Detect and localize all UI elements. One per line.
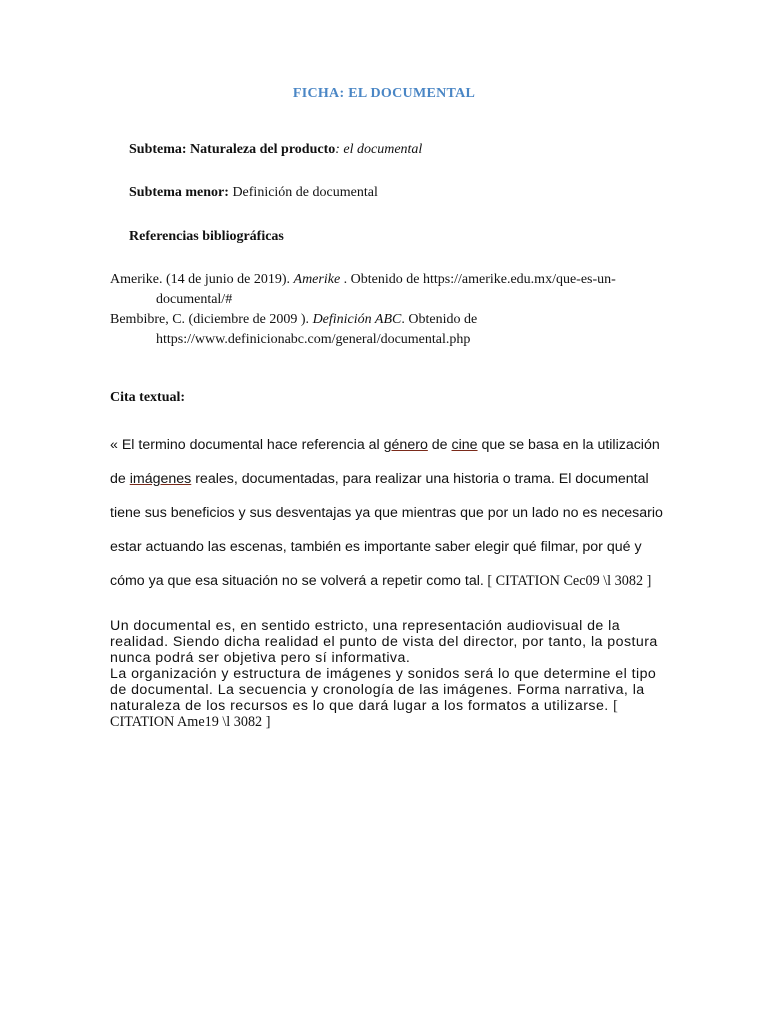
paragraph-line: Un documental es, en sentido estricto, una representación audiovisual de la realidad. Siendo dicha realidad el punto de vista del director, por tanto, la postura nunca podrá ser objetiva pero sí informativa. (110, 618, 658, 666)
reference-item: Bembibre, C. (diciembre de 2009 ). Definición ABC. Obtenido de https://www.definicionabc.com/general/documental.php (110, 312, 478, 347)
citation-cec09: [ CITATION Cec09 \l 3082 ] (483, 573, 652, 589)
subtema-menor-value: Definición de documental (228, 185, 378, 200)
subtema-label: Subtema: Naturaleza del producto (129, 142, 336, 157)
paragraph-line: La organización y estructura de imágenes y sonidos será lo que determine el tipo de documental. La secuencia y cronología de las imágenes. Forma narrativa, la naturaleza de los recursos es lo que dará lugar a los formatos a utilizarse. [ CITATION Ame19 \l 3082 ] (110, 666, 657, 730)
subtema-menor-line (129, 185, 378, 201)
referencias-heading: Referencias bibliográficas (129, 229, 284, 244)
subtema-menor-label: Subtema menor: (129, 185, 229, 200)
link-genero[interactable]: género (383, 437, 428, 453)
citation-ame19: [ CITATION Ame19 \l 3082 ] (110, 698, 618, 730)
cita-textual-label: Cita textual: (110, 390, 186, 405)
subtema-line (129, 142, 422, 158)
definition-paragraph (110, 618, 670, 730)
reference-item: Amerike. (14 de junio de 2019). Amerike . Obtenido de https://amerike.edu.mx/que-es-un-documental/# (110, 272, 616, 307)
subtema-value: : el documental (335, 142, 423, 157)
references-list (110, 270, 670, 350)
document-title: FICHA: EL DOCUMENTAL (292, 86, 476, 101)
link-imagenes[interactable]: imágenes (129, 471, 192, 487)
quote-block: « El termino documental hace referencia al género de cine que se basa en la utilización de imágenes reales, documentadas, para realizar una historia o trama. El documental tiene sus beneficios y sus desventajas ya que mientras que por un lado no es necesario estar actuando las escenas, también es importante saber elegir qué filmar, por qué y cómo ya que esa situación no se volverá a repetir como tal. [ CITATION Cec09 \l 3082 ] (110, 437, 663, 589)
link-cine[interactable]: cine (451, 437, 478, 453)
